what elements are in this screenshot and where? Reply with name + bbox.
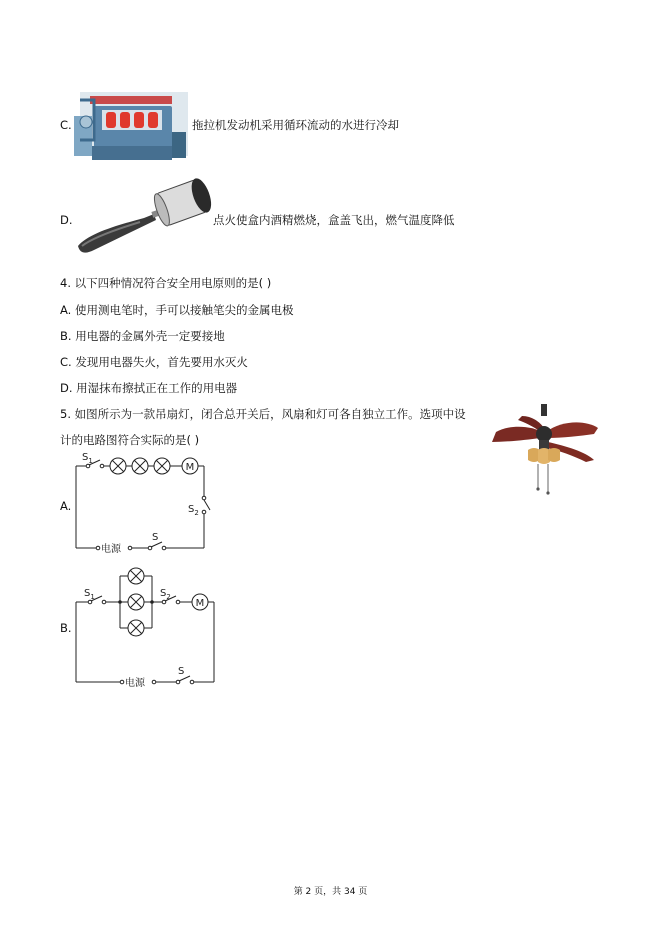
- circuit-a-motor-label: M: [185, 462, 195, 473]
- ceiling-fan-light-icon: [486, 402, 602, 498]
- circuit-b-power-label: 电源: [125, 678, 145, 689]
- circuit-b-s-label: S: [178, 666, 185, 677]
- circuit-b-diagram: [70, 562, 220, 690]
- question4-option-a: A. 使用测电笔时，手可以接触笔尖的金属电极: [60, 303, 294, 317]
- circuit-a-s1-label: $S_1$: [82, 452, 93, 465]
- question5-stem-line1: 5. 如图所示为一款吊扇灯，闭合总开关后，风扇和灯可各自独立工作。选项中设: [60, 407, 466, 421]
- question4-option-b: B. 用电器的金属外壳一定要接地: [60, 329, 225, 343]
- question5-stem-line2: 计的电路图符合实际的是( ): [60, 433, 200, 447]
- circuit-b-s1-label: $S_1$: [84, 588, 95, 601]
- circuit-a-s2-label: $S_2$: [188, 504, 199, 517]
- circuit-a-label: A.: [60, 499, 72, 513]
- option-c-label: C.: [60, 118, 72, 132]
- page-footer: 第 2 页，共 34 页: [293, 887, 368, 897]
- question4-option-c: C. 发现用电器失火，首先要用水灭火: [60, 355, 248, 369]
- alcohol-box-igniter-icon: [74, 174, 214, 258]
- circuit-b-label: B.: [60, 621, 72, 635]
- option-d-label: D.: [60, 213, 73, 227]
- option-d-text: 点火使盒内酒精燃烧，盒盖飞出，燃气温度降低: [213, 213, 455, 227]
- question4-stem: 4. 以下四种情况符合安全用电原则的是( ): [60, 276, 272, 290]
- circuit-b-motor-label: M: [195, 598, 205, 609]
- circuit-a-power-label: 电源: [101, 544, 121, 555]
- option-c-text: 拖拉机发动机采用循环流动的水进行冷却: [192, 118, 399, 132]
- circuit-a-s-label: S: [152, 532, 159, 543]
- engine-icon: [72, 86, 190, 164]
- circuit-a-diagram: [70, 452, 220, 556]
- circuit-b-s2-label: $S_2$: [160, 588, 171, 601]
- question4-option-d: D. 用湿抹布擦拭正在工作的用电器: [60, 381, 238, 395]
